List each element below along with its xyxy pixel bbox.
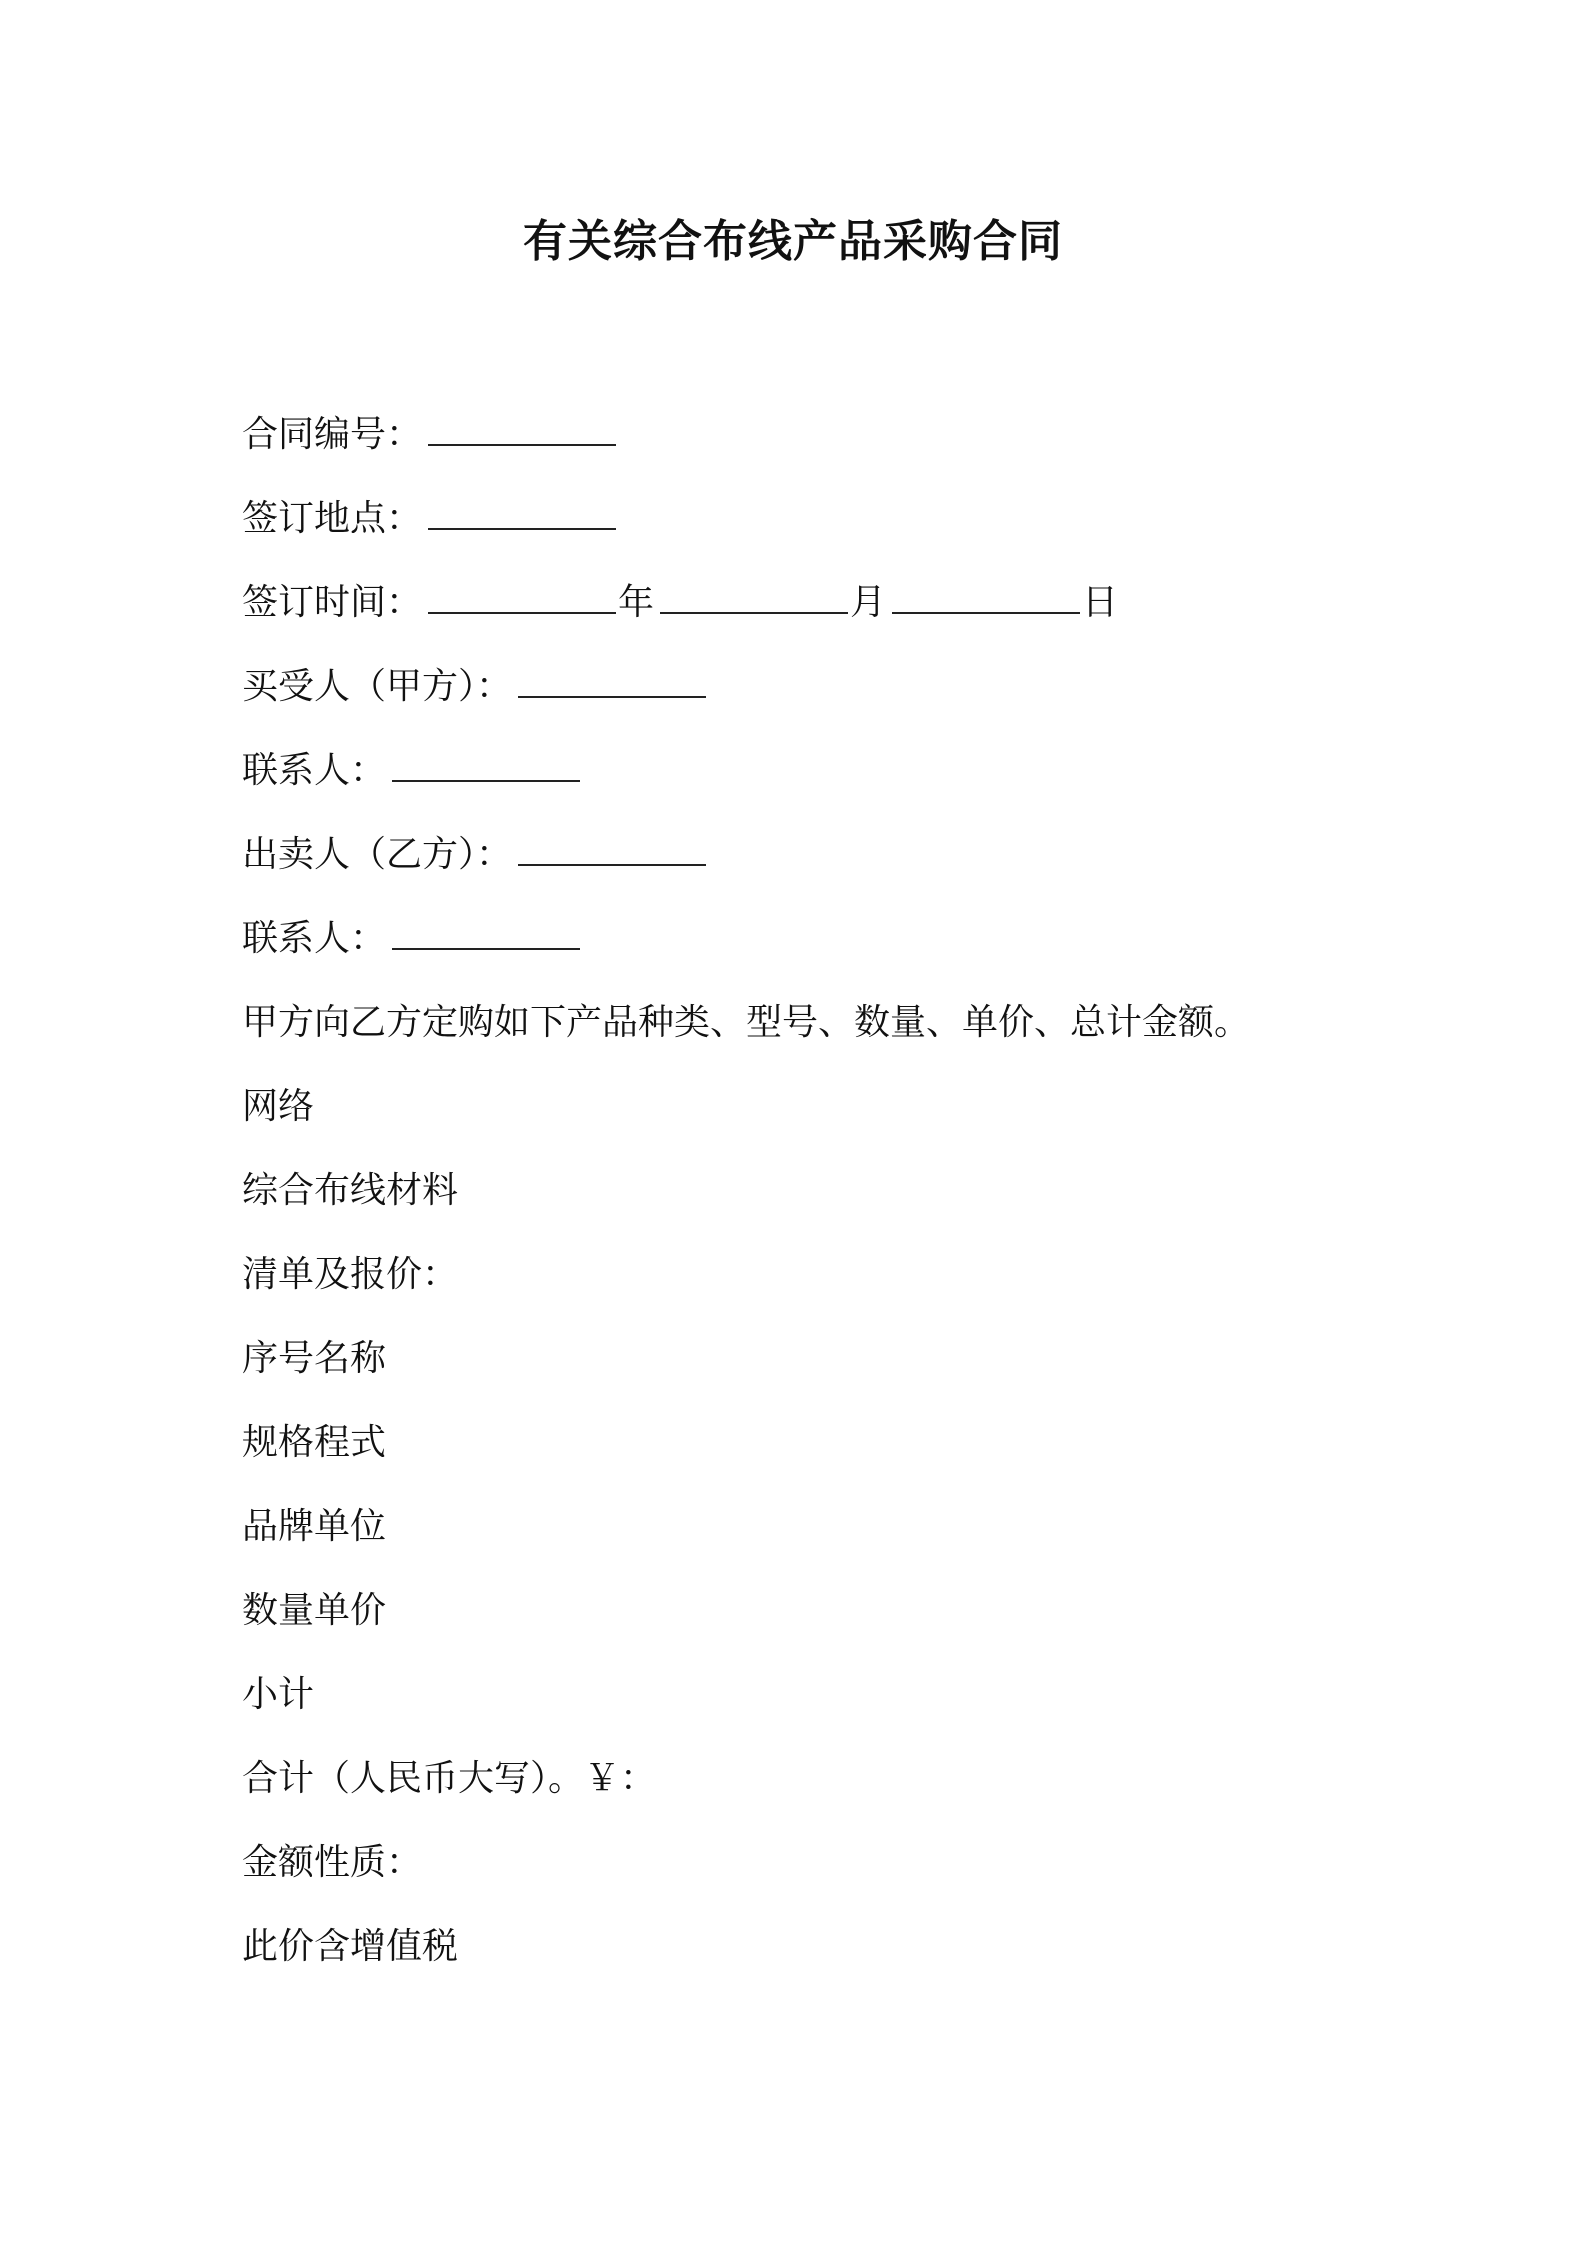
- buyer-label: 买受人（甲方）：: [242, 666, 513, 707]
- day-label: 日: [1082, 582, 1119, 623]
- year-blank[interactable]: [428, 578, 616, 614]
- document-title: 有关综合布线产品采购合同: [523, 216, 1063, 267]
- year-label: 年: [618, 582, 655, 623]
- month-blank[interactable]: [660, 578, 848, 614]
- sign-place-label: 签订地点：: [242, 498, 423, 539]
- intro-line: 甲方向乙方定购如下产品种类、型号、数量、单价、总计金额。: [242, 1002, 1251, 1043]
- quote-line: 清单及报价：: [242, 1254, 459, 1295]
- column-line-1: 序号名称: [242, 1338, 387, 1379]
- buyer-contact-line: [242, 741, 1392, 825]
- sign-time-line: [242, 573, 1392, 657]
- contract-number-line: [242, 405, 1392, 489]
- month-label: 月: [850, 582, 887, 623]
- buyer-line: [242, 657, 1392, 741]
- day-blank[interactable]: [892, 578, 1080, 614]
- seller-label: 出卖人（乙方）：: [242, 834, 513, 875]
- contract-body: [242, 405, 1392, 2001]
- tax-note-line: 此价含增值税: [242, 1926, 459, 1967]
- contract-number-blank[interactable]: [428, 410, 616, 446]
- seller-contact-label: 联系人：: [242, 918, 387, 959]
- buyer-contact-label: 联系人：: [242, 750, 387, 791]
- buyer-blank[interactable]: [518, 662, 706, 698]
- network-line: 网络: [242, 1086, 315, 1127]
- buyer-contact-blank[interactable]: [392, 746, 580, 782]
- sign-time-label: 签订时间：: [242, 582, 423, 623]
- total-line: 合计（人民币大写）。￥：: [242, 1758, 657, 1799]
- seller-contact-blank[interactable]: [392, 914, 580, 950]
- column-line-2: 规格程式: [242, 1422, 387, 1463]
- column-line-4: 数量单价: [242, 1590, 387, 1631]
- amount-nature-line: 金额性质：: [242, 1842, 423, 1883]
- sign-place-blank[interactable]: [428, 494, 616, 530]
- seller-line: [242, 825, 1392, 909]
- material-line: 综合布线材料: [242, 1170, 459, 1211]
- contract-number-label: 合同编号：: [242, 414, 423, 455]
- column-line-3: 品牌单位: [242, 1506, 387, 1547]
- seller-blank[interactable]: [518, 830, 706, 866]
- seller-contact-line: [242, 909, 1392, 993]
- sign-place-line: [242, 489, 1392, 573]
- subtotal-line: 小计: [242, 1674, 315, 1715]
